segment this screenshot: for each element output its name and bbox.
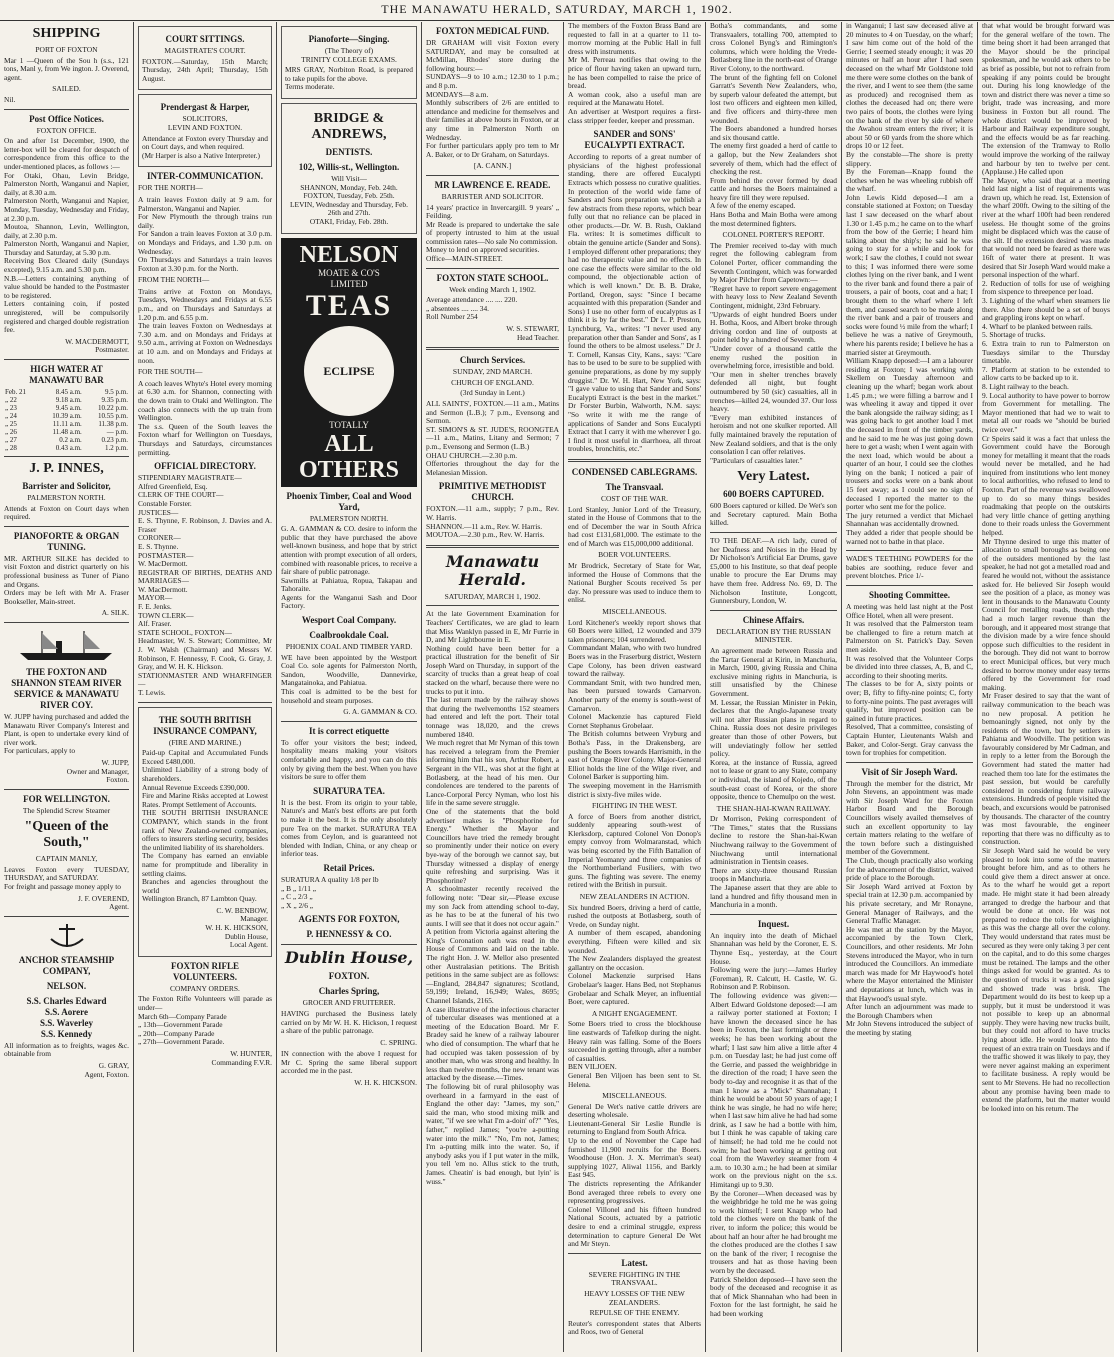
chinese-affairs-heading: Chinese Affairs. [742, 614, 805, 625]
wade-ad-text: WADE'S TEETHING POWDERS for the babies are soothing, reduce fever and prevent blotches. Price 1/- [846, 554, 975, 581]
high-water-row [4, 388, 129, 396]
phoenix-heading: Phoenix Timber, Coal and Wood Yard, [286, 490, 414, 512]
visit-heading: Visit of Sir Joseph Ward. [861, 766, 958, 777]
wellington-text: Leaves Foxton every TUESDAY, THURSDAY, and SATURDAY. For freight and passage money apply to [4, 864, 129, 892]
shipping-arrival: Mar 1 —Queen of the Sou h (s.s., 121 tons, Manl y, from We ington. J. Overend, agent. [4, 55, 131, 82]
dublin-heading: Dublin House, [284, 948, 414, 968]
innes-title: Barrister and Solicitor, [22, 481, 111, 491]
high-water-cell: 10.22 p.m. [98, 404, 128, 412]
boer-volunteers-heading: BOER VOLUNTEERS. [598, 550, 671, 560]
coal-signature: G. A. GAMMAN & CO. [343, 707, 417, 717]
bridge-text: Will Visit— SHANNON, Monday, Feb. 24th. FOXTON, Tuesday, Feb. 25th. LEVIN, Wednesday and Thursday, Feb. 26th and 27th. OTAKI, Friday, Feb. 28th. [290, 173, 408, 226]
transvaal-heading: The Transvaal. [605, 481, 664, 492]
inter-sub-south: FOR THE SOUTH— [138, 367, 203, 377]
official-heading: OFFICIAL DIRECTORY. [154, 461, 256, 472]
anchor-ships: S.S. Charles Edward S.S. Aorere S.S. Waverley S.S. Kennedy [26, 995, 107, 1039]
night-heading: A NIGHT ENGAGEMENT. [591, 1008, 678, 1018]
foxton-shannon-text: W. JUPP having purchased and added the Manawatu River Company's Interest and Plant, is open to undertake every kind of river work. For particulars, apply to [4, 711, 129, 756]
methodist-text: FOXTON.—11 a.m., supply; 7 p.m., Rev. W. Harris. SHANNON.—11 a.m., Rev. W. Harris. MOUTOA.—2.30 p.m., Rev. W. Harris. [426, 504, 559, 540]
post-office-heading: Post Office Notices. [29, 113, 104, 124]
reuter-text: Reuter's correspondent states that Alberts and Roos, two of General [568, 1318, 703, 1337]
prendergast-subheading: SOLICITORS, LEVIN AND FOXTON. [167, 114, 243, 132]
column-7 [842, 22, 978, 1352]
high-water-cell: „ 22 [5, 396, 17, 404]
innes-text: Attends at Foxton on Court days when required. [4, 503, 131, 522]
school-text: Average attendance .... .... 220. „ absentees .... .... 34. Roll Number 254 [426, 295, 518, 322]
high-water-cell: 9.45 a.m. [55, 404, 82, 412]
high-water-cell: 11.11 a.m. [52, 420, 82, 428]
agents-name: P. HENNESSY & CO. [306, 929, 392, 940]
boer-volunteers-text: Mr Brodrick, Secretary of State for War, informed the House of Commons that the National Burgher Scouts received 5s per day. No pressure was used to induce them to enlist. [568, 561, 703, 605]
fighting-heading: FIGHTING IN THE WEST. [592, 801, 677, 811]
nelson-teas: TEAS [305, 288, 393, 322]
foxton-shannon-heading: THE FOXTON AND SHANNON STEAM RIVER SERVICE & MANAWATU RIVER COY. [11, 666, 124, 710]
visit-continued-text: that what would be brought forward was for the general welfare of the town. The time being short it had been arranged that the Mayor should be the principal spokesman, and he would ask others to be as brief as possible, but not to refrain from speaking if any points could be brought out. During his long knowledge of the town and district there was never a time so bright, trade was increasing, and more business in Foxton but all round. The whole district would be improved by Harbour and Railway expenditure sought, and the effects would be as far reaching. The extension of the Tramway to Rollo would improve the working of the railway and harbour by ten to twelve per cent. (Applause.) He called upon The Mayor, who said that at a meeting held last night a list of requirements was drawn up, which he read. 1st, Extension of the wharf 200ft. Owing to the silting of the river at the wharf 100ft had been rendered useless. He thought some of the groins might be displaced which was the cause of the silt. If the extension desired was made that would not need be feared as there was 16ft of water there at present. It was desired that Sir Joseph Ward would make a personal inspection of the wharf. 2. Reduction of tolls for use of weighing from sixpence to threepence per load. 3. Lighting of the wharf when steamers lie there. Also there should be a set of buoys and grappling irons kept on wharf. 4. Wharf to be planked between rails. 5. Shortage of trucks. 6. Extra train to run to Palmerston on Tuesdays similar to the Thursday timetable. 7. Platform at station to be extended to allow carts to be backed up to it. 8. Light railway to the beach. 9. Local authority to have power to borrow from Government for metalling. The Mayor mentioned that had we to wait to metal all our roads we "should be buried twice over." Cr Speirs said it was a fact that unless the Government could have the Borough money for metalling it meant that the roads would never be metalled, and he had inquired from institutions who lent money to local authorities, who refused to lend to Foxton. Part of the revenue was swallowed up to do so many things besides roadmaking that people on the outskirts had very little chance of getting anything done to their roads unless the Government helped. Mr Thynne desired to urge this matter of allocation to small boroughs as being one of the outsiders mentioned by the last speaker, he had not got a metalled road and feared he would not, without the assistance asked for. He believed Sir Joseph would see the position of a place, as money was lent in thousands to the Manawatu County Council for metalling roads, though they had a much larger revenue than the borough, and it appeared most strange that the division made by a wire fence should oppose such difficulties to the resident in the borough. They did not want to borrow to erect Municipal offices, but very much desired to borrow money under easy terms offered by the Government for road making. Mr Fraser desired to say that the want of railway communication to the beach was no new proposal. A petition he bemoaningly signed, not only by the residents of the town, but by settlers in Pahiatua and Woodville. The petition was favourably considered by Mr Cadman, and in reply to a letter from the Borough the Government had stated the matter had reached them too late for the estimates the past session, but would be carefully considered in considering future railway extensions. Hundreds of people visited the beach, and excursions would be patronised by thousands. The character of the country was most favourable, the engineer reporting that there was no difficulty as to construction. Sir Joseph Ward said he would be very pleased to look into some of the matters brought before him, and as to others he could give them a direct answer at once. As to the wharf he would get a report made. He might state it had been already arranged to dredge the harbour and that would be done at once. He was not prepared to reduce the tolls for weighing as this was the charge all over the colony. They would understand that rates must be secured as they were only taking 3 per cent on the capital, and to do this some charges must be retained. The lamps and the other things asked for would be granted. As to the question of trucks it was a good sign and showed trade was brisk. The Department would do its best to keep up a supply, but it must be understood it was not possible to keep up an abnormal supply. They were having new trucks built, but they could not afford to have trucks lying about idle. He would look into the request of an extra train on Tuesdays and if the traffic showed it was likely to pay, they were never against making an experiment to facilitate business. A reply would be sent to Mr Stevens. He had no recollection about any promise having been made to extend the platform, but the matter would be looked into on his return. The [982, 22, 1110, 1113]
pianoforte-text: MRS GRAY, Norbiton Road, is prepared to take pupils for the above. Terms moderate. [285, 65, 413, 92]
rifle-text: The Foxton Rifle Volunteers will parade as under— March 6th—Company Parade „ 13th—Government Parade „ 20th—Company Parade „ 27th—Government Parade. [138, 994, 272, 1047]
inquest-text: An inquiry into the death of Michael Shannahan was held by the Coroner, E. S. Thynne Esq., yesterday, at the Court House. Following were the jury:—James Hurley (Foreman), R. Calcutt, H. Castle, W. G. Robinson and P. Robinson. The following evidence was given:—Albert Edward Goldstone deposed:—I am a railway porter stationed at Foxton; I have known the deceased since he has been in Foxton, the last fortnight or three weeks; he has been working about the wharf; I last saw him alive a little after 4 p.m. on Tuesday last; he had just come off the Gerrie, and passed the weighbridge in the direction of the road; I have seen the body to-day and recognise it as that of the man I know as a "Mick" Shannahan; I think he would be about 50 years of age; I think he was single, he had no wife here; when I last saw him alive he had had some drink, as I saw he had a bottle with him, but I think he was capable of taking care of himself; he had told me he could not swim; he had been working at getting out coal from the Waverley steamer from 4 a.m. to 10.30 a.m.; he had been at similar work on the previous night on the s.s. Himitangi up to 9.30. By the Coroner—When deceased was by the weighbridge he told me he was going to work himself; I sent Knapp who had told the clothes were on the bank of the river, to inform the police; this would be about half an hour after he had brought me the clothes produced are the clothes I saw on the bank of the river; I recognise the trousers and hat as those having been worn by the deceased. Patrick Sheldon deposed—I have seen the body of the deceased and recognise it as that of Mick Shannahan who had been in Foxton for the last fortnight, he said he had been working [710, 930, 837, 1318]
anchor-icon [37, 921, 97, 951]
declaration-text: An agreement made between Russia and the Tartar General at Kirin, in Manchuria, in March, 1900, giving Russia and China exclusive mining rights in Manchuria, is still unsatisfied by the Chinese Government. M. Lessar, the Russian Minister in Pekin, declares that the Anglo-Japanese treaty will not alter Russian plans in regard to China. Russia does not desire privileges greater than those of other Powers, but will undeviatingly follow her settled policy. Korea, at the instance of Russia, agreed not to lease or grant to any State, company or individual, the island of Kojedo, off the south-east coast of Korea, or the shore opposite, thence to Chemulpo on the west. [710, 646, 837, 802]
column-3 [277, 22, 422, 1352]
porter-report-heading: COLONEL PORTER'S REPORT. [722, 230, 825, 240]
anchor-place: NELSON. [46, 980, 87, 991]
inter-heading: INTER-COMMUNICATION. [146, 171, 264, 182]
bridge-address: 102, Willis-st., Wellington. [298, 161, 400, 172]
phoenix-place: PALMERSTON NORTH. [309, 513, 389, 523]
herald-date: SATURDAY, MARCH 1, 1902. [444, 591, 541, 601]
high-water-heading: HIGH WATER AT MANAWATU BAR [29, 364, 106, 385]
night-text: Some Boers tried to cross the blockhouse line eastwards of Tafelkop during the night. Heavy rain was falling. Some of the Boers succeeded in getting through, after a number of casualties. BEN VILJOEN. General Ben Viljoen has been sent to St. Helena. [568, 1019, 701, 1089]
medical-fund-text: DR GRAHAM will visit Foxton every SATURDAY, and may be consulted at McMillan, Rhodes' store during the following hours:— SUNDAYS—9 to 10 a.m.; 12.30 to 1 p.m.; and 8 p.m. MONDAYS—8 a.m. Monthly subscribers of 2/6 are entitled to attendance and medicine for themselves and their families at above hours in Foxton, or at any time in Palmerston North on Wednesday. For further particulars apply pro tem to Mr A. Baker, or to Dr Graham, on Saturdays. [426, 38, 559, 159]
anchor-text: All information as to freights, wages &c. obtainable from [4, 1040, 131, 1059]
steamer-icon [12, 627, 122, 663]
high-water-cell: „ 28 [5, 444, 17, 452]
pianoforte-heading: Pianoforte—Singing. [308, 34, 390, 44]
high-water-cell: 0.23 p.m. [101, 436, 128, 444]
latest-heading: Latest. [621, 1257, 648, 1268]
pianoforte-subheading: (The Theory of) TRINITY COLLEGE EXAMS. [301, 46, 397, 64]
post-office-subheading: FOXTON OFFICE. [36, 125, 97, 135]
nelson-limited: LIMITED [330, 278, 368, 289]
local-notes-text: The members of the Foxton Brass Band are requested to fall in at a quarter to 11 to-morrow morning at the Public Hall in full dress with instruments. Mr M. Perreau notifies that owing to the price of flour having taken an upward turn, he has been compelled to raise the price of bread. A woman cook, also a useful man are required at the Manawatu Hotel. An advertiser at Westport requires a first-class stripper feeder, keeper and pressman. [568, 22, 701, 125]
sailed-text: Nil. [4, 94, 16, 104]
inter-text-south: A coach leaves Whyte's Hotel every morning at 6.30 a.m. for Shannon, connecting with the down train to Otaki and Wellington. The coach also connects with the up train from Wellington. The s.s. Queen of the South leaves the Foxton wharf for Wellington on Tuesdays, Thursdays and Saturdays, circumstances permitting. [138, 378, 272, 457]
heavy-losses-heading: HEAVY LOSSES OF THE NEW ZEALANDERS. [584, 1288, 687, 1307]
cann-label: [A. CANN.] [473, 161, 512, 171]
shooting-text: A meeting was held last night at the Post Office Hotel, when all were present. It was resolved that the Palmerston team be challenged to fire a return match at Palmerston on St. Patrick's Day. Seven men aside. It was resolved that the Volunteer Corps be divided into three classes, A, B, and C, according to their shooting merits. The classes to be for A, sixty points or over; B, fifty to fifty-nine points; C, forty to forty-nine points. The past averages will qualify, but improved position can be gained in future practices. Resolved, That a committee, consisting of Captain Hunter, Lieutenants Walsh and Baker, and Color-Sergt. Gray canvass the town for trophies for competition. [846, 602, 973, 758]
high-water-cell: „ 23 [5, 404, 17, 412]
inquest-continued-text: in Wanganui; I last saw deceased alive at 20 minutes to 4 on Tuesday, on the wharf; I saw him come out of the hold of the Gerrie; I seemed steady enough; it was 20 minutes or half an hour after I had seen deceased on the wharf Mr Goldstone told me there were some clothes on the bank of the river, and I went to see them (the same as produced) and recognised them as clothes the deceased had on; there were two pairs of boots, the clothes were lying on the bank of the river by side of where the Awahou stream enters the river; it is about 50 or 60 yards from the shore which drops 10 or 12 feet. By the constable—The shore is pretty slippery. By the Foreman—Knapp found the clothes when he was wheeling rubbish off the wharf. John Lewis Kidd deposed—I am a constable stationed at Foxton; on Tuesday last I saw deceased on the wharf about 1.30 or 1.45 p.m.; he came on to the wharf from the bow of the Gerrie; I heard him talking about the ship's; he said he was going to stay for a while and look for work; I saw the clothes, I could not swear to this; I was informed there were some clothes lying on the river bank, and I went to the river bank and found there a pair of trousers, a pair of boots, coat and a hat; I brought them to the wharf where I left them, and caused search to be made along the river bank and a pair of trousers and socks were found ½ mile from the wharf; I believe he was a native of Greymouth, where his parents reside; I believe he has a married sister at Greymouth. William Knapp deposed:—I am a labourer residing at Foxton; I was working with Skellem on Tuesday afternoon and cleaning up the wharf; began work about 1.45 p.m.; we were filling a barrow and I was wheeling it away and tipped it over the bank alongside the railway siding; as I was going back to get another load I met the deceased in front of the timber yards, and he said to me he was just going down here to get a wash; when I went again with the next load, which would be about a quarter of an hour, I could see the clothes lying on the bank; I noticed a pair of trousers and socks were on a bank about 15 feet away; as I could see no sign of deceased I reported the matter to the porter who sent me for the police. The jury returned a verdict that Michael Shannahan was accidentally drowned. They added a rider that people should be warned not to bathe in that place. [846, 22, 973, 546]
prendergast-text: Attendance at Foxton every Thursday and on Court days, and when required. (Mr Harper is also a Native Interpreter.) [142, 133, 268, 160]
nz-action-heading: NEW ZEALANDERS IN ACTION. [579, 892, 690, 902]
church-date: SUNDAY, 2ND MARCH. [452, 367, 533, 377]
wellington-subheading: The Splendid Screw Steamer [22, 805, 111, 815]
high-water-cell: 11.38 p.m. [98, 420, 128, 428]
high-water-row [4, 420, 129, 428]
high-water-table [4, 388, 129, 452]
connection-text: IN connection with the above I request for Mr C. Spring the same liberal support accorded me in the past. [281, 1049, 419, 1076]
innes-name: J. P. INNES, [29, 461, 104, 476]
fighting-text: A force of Boers from another district, suddenly appearing south-west of Klerksdorp, captured Colonel Von Donop's empty convoy from Wolmaranstad, which was being escorted by the Fifth Battalion of Imperial Yeomanry and three companies of the Northumberland Fusiliers, with two guns. The fighting was severe. The enemy retired with the British in pursuit. [568, 811, 703, 890]
column-4 [422, 22, 564, 1352]
innes-place: PALMERSTON NORTH. [27, 493, 106, 502]
nelson-totally: TOTALLY [329, 419, 369, 430]
misc-heading: MISCELLANEOUS. [602, 607, 667, 617]
nelson-all-others: ALL OTHERS [298, 430, 400, 483]
high-water-cell: 0.2 a.m. [59, 436, 82, 444]
coal-text: WE have been appointed by the Westport Coal Co. sole agents for Palmerston North, Sandon, Woodville, Dannevirke, Mangatainoka, and Pahiatua. This coal is admitted to be the best for household and steam purposes. [281, 652, 417, 705]
masthead: THE MANAWATU HERALD, SATURDAY, MARCH 1, 1902. [0, 2, 1114, 21]
wesport-heading: Wesport Coal Company. [301, 615, 397, 626]
high-water-cell: 1.2 p.m. [105, 444, 128, 452]
etiquette-text: To offer your visitors the best; indeed, hospitality means making your visitors comfortable and happy, and you can do this only by giving them the best. When you have visitors be sure to offer them [281, 737, 419, 782]
dublin-name: Charles Spring, [318, 986, 380, 997]
sbi-text: Paid-up Capital and Accumulated Funds Exceed £480,000. Unlimited Liability of a strong body of shareholders. Annual Revenue Exceeds £390,000. Fire and Marine Risks accepted at Lowest Rates. Prompt Settlement of Accounts. THE SOUTH BRITISH INSURANCE COMPANY, which stands in the front rank of New Zealand-owned companies, offers to insurers sterling security, besides the unlimited liability of its shareholders. The Company has earned an enviable name for promptitude and liberality in settling claims. Branches and agencies throughout the world Wellington Branch, 87 Lambton Quay. [142, 748, 268, 904]
dublin-text: HAVING purchased the Business lately carried on by Mr W. H. K. Hickson, I request a share of the public patronage. [281, 1008, 419, 1036]
nelson-company: MOATE & CO'S [318, 267, 380, 278]
church-text: ALL SAINTS', FOXTON.—11 a.m., Matins and Sermon (L.B.); 7 p.m., Evensong and Sermon. ST. SIMON'S & ST. JUDE'S, ROONGTEA—11 a.m., Matins, Litany and Sermon; 7 p.m., Evensong and Sermon (L.B.) OHAU CHURCH.—2.30 p.m. Offertories throughout the day for the Melanesian Mission. [426, 399, 559, 477]
high-water-cell: „ 25 [5, 420, 17, 428]
bridge-heading: BRIDGE & ANDREWS, [311, 110, 387, 142]
column-5 [564, 22, 706, 1352]
nelson-title: NELSON [299, 241, 399, 268]
rifle-heading: FOXTON RIFLE VOLUNTEERS. [170, 960, 242, 982]
court-heading: COURT SITTINGS. [165, 34, 245, 44]
column-2 [134, 22, 277, 1352]
inter-sub-from-north: FROM THE NORTH— [138, 275, 210, 285]
anchor-heading: ANCHOR STEAMSHIP COMPANY, [18, 954, 117, 976]
bridge-subheading: DENTISTS. [325, 146, 373, 157]
high-water-cell: Feb. 21 [5, 388, 26, 396]
high-water-row [4, 412, 129, 420]
rifle-signature: W. HUNTER, Commanding F.V.R. [211, 1049, 272, 1067]
church-subheading: CHURCH OF ENGLAND. [451, 377, 534, 387]
high-water-cell: 11.48 a.m. [52, 428, 82, 436]
retail-text: SURATURA A quality 1/8 per lb „ B „ 1/11 „ „ C „ 2/3 „ „ X „ 2/6 „ [281, 874, 379, 910]
high-water-cell: 10.55 p.m. [98, 412, 128, 420]
railway-heading: THE SHAN-HAI-KWAN RAILWAY. [716, 803, 831, 813]
cost-text: Lord Stanley, Junior Lord of the Treasury, stated in the House of Commons that to the end of December the war in South Africa had cost £131,681,000. The estimate to the end of March was £15,000,000 additional. [568, 504, 703, 548]
official-text: STIPENDIARY MAGISTRATE— Alfred Greenfield, Esq. CLERK OF THE COURT— Constable Forster. JUSTICES— E. S. Thynne, F. Robinson, J. Davies and A. Fraser CORONER— E. S. Thynne. POSTMASTER— W. MacDermott. REGISTRAR OF BIRTHS, DEATHS AND MARRIAGES— W. MacDermott. MAYOR— F. E. Jenks. TOWN CLERK— Alf. Fraser. STATE SCHOOL, FOXTON— Headmaster, W. S. Stewart; Committee, Mr J. W. Walsh (Chairman) and Messrs W. Robinson, F. Hennessy, F. Cook, G. Gray, J. Gray, and W. H. K. Hickson. STATIONMASTER AND WHARFINGER— T. Lewis. [138, 473, 272, 697]
porter-report-text: The Premier received to-day with much regret the following cablegram from Colonel Porter, officer commanding the Seventh Contingent, which was forwarded by Major Pilcher from Capetown:— "Regret have to report severe engagement with heavy loss to New Zealand Seventh Contingent, midnight, 23rd February. "Upwards of eight hundred Boers under H. Botha, Koos, and Albert broke through driving cordon and line of outposts at point held by a hundred of Seventh. "Under cover of a thousand cattle the enemy rushed the position in overwhelming force, irresistible and bold. "Our men in shelter trenches bravely defended all night, but fought outnumbered by 50 (sic) casualties, all in trenches—killed 24, wounded 37. Our loss heavy. "Every man exhibited instances of heroism and not one skulker reported. All fully maintained bravely the reputation of New Zealand soldiers, and that is the only consolation I can offer relatives. "Particulars of casualties later." [710, 240, 837, 465]
connection-signature: W. H. K. HICKSON. [354, 1078, 417, 1088]
nelson-eclipse-badge [304, 326, 394, 416]
transvaal-continued-text: Botha's commandants, and some Transvaalers, totalling 700, attempted to cross Colonel Byng's and Rimington's columns, which were holding the Vrede-Botlasberg line in the north-east of Orange River Colony, to the northward. The brunt of the fighting fell on Colonel Garratt's Seventh New Zealanders, who, by superb valour defeated the attempt, but lost two officers and eighteen men killed, and five officers and thirty-three men wounded. The Boers abandoned a hundred horses and six thousand cattle. The enemy first goaded a herd of cattle to a gallop, but the New Zealanders shot severely of them, which had the effect of checking the rest. From behind the cover formed by dead cattle and horses the Boers maintained a heavy fire till they were repulsed. A few of the enemy escaped. Hans Botha and Main Botha were among the most determined fighters. [710, 22, 837, 228]
suratura-heading: SURATURA TEA. [313, 785, 385, 796]
piano-tuning-signature: A. SILK. [101, 608, 129, 618]
nelson-eclipse-text: ECLIPSE [323, 363, 375, 378]
inter-sub-north: FOR THE NORTH— [138, 183, 203, 193]
sbi-heading: THE SOUTH BRITISH INSURANCE COMPANY, [153, 714, 257, 736]
church-subheading-2: (3rd Sunday in Lent.) [460, 388, 525, 398]
school-signature: W. S. STEWART, Head Teacher. [506, 324, 559, 342]
court-subheading: MAGISTRATE'S COURT. [164, 46, 246, 55]
repulse-heading: REPULSE OF THE ENEMY. [589, 1308, 680, 1318]
deaf-ad-text: TO THE DEAF.—A rich lady, cured of her Deafness and Noises in the Head by Dr Nicholson's Artificial Ear Drums, gave £5,000 to his Institute, so that deaf people unable to procure the Ear Drums may have them free. Address No. 69, D. The Nicholson Institute, Longcott, Gunnersbury, London, W. [710, 536, 839, 606]
sbi-signature: C. W. BENBOW, Manager. W. H. K. HICKSON, Dublin House, Local Agent. [205, 905, 268, 950]
shipping-subheading: PORT OF FOXTON [35, 45, 98, 54]
wellington-captain: CAPTAIN MANLY, [35, 854, 98, 864]
herald-text: At the late Government Examination for Teachers' Certificates, we are glad to learn that Miss Wanklyn passed in E, Mr Furrie in D, and Mr Lightbourne in E. Nothing could have been better for a practical illustration for the benefit of Sir Joseph Ward on Thursday, in support of the scarcity of trucks than a great heap of coal stacked on the wharf, because there were no trucks to put it into. The last return made by the railway shows that during the twelvemonths 152 steamers had entered and left the port. Their total tonnage was 18,020, and the crews numbered 1840. We much regret that Mr Nyman of this town has received a telegram from the Premier informing him that his son, Arthur Robert, a Sergeant in the VII., was shot at the fight at Botlasberg, at the head of his men. Our condolences are tendered to the parents of Lance-Corporal Percy Nyman, who lost his life in the same severe struggle. One of the statements that the bold advertiser makes is "Phosphorine for Energy." Whether the Mayor and Councillors have tried the remedy brought so prominently under their notice on every bye-way of the borough we cannot say, but Thursday witnessed a display of energy quite refreshing and surprising. Was it Phosphorine? A schoolmaster recently received the following note: "Dear sir,—Please excuse my son Jack from attending school to-day, as he has to be at the funeral of his two aunts. I will see that it does not occur again." A petition from Victoria against altering the King's Coronation oath was read in the House of Commons and laid on the table. The right Hon. J. W. Mellor also presented other Australasian petitions. The British petitions in the same subject are as follows:—England, 284,847 signatures; Scotland, 59,199; Ireland, 16,949; Wales, 8695; Channel Islands, 2165. A case illustrative of the infectious character of tubercular diseases was mentioned at a meeting of the Education Board. Mr F. Bradey said he knew of a railway labourer who died of consumption. The wharf that he had occupied was taken possession of by another man, who was strong and healthy. In less than twelve months, the new tenant was attacked by the disease.—Times. The following bit of rural philosophy was overheard in a farmyard in the east of England the other day: "James, my son," said the man, who stood mixing milk and water, "if we see what I'm a-doin' of?" "Yes, father," replied James; "you're a-putting water into the milk." "No, I'm not, James; I'm a-putting milk into the water. So, if anybody asks you if I put water in the milk, you tell 'em no. Allus stick to the truth, James. Cheatin' is bad enough, but lyin' is wuss." [426, 609, 559, 1186]
dublin-signature: C. SPRING. [380, 1037, 417, 1047]
high-water-row [4, 444, 129, 452]
declaration-heading: DECLARATION BY THE RUSSIAN MINISTER. [716, 626, 833, 645]
retail-heading: Retail Prices. [323, 862, 375, 873]
sander-text: According to reports of a great number of physicians of the highest professional standing, there are offered Eucalypti Extracts which possess no curative qualities. In protection of the world wide fame of Sanders and Sons preparation we publish a few abstracts from these reports, which bear fully out that no reliance can be placed in other products.—Dr. W. B. Rush, Oakland Fla. writes: It is sometimes difficult to obtain the genuine article (Sander and Sons). I employed different other preparations; they had no therapeutic value and no effects. In one case the effects were similar to the old compound, the objectionable action of which is well known." Dr. B. B. Drake, Portland, Oregon, says: "Since I became acquainted with this preparation (Sander and Sons) I use no other form of eucalyptus as I think it is by far the best." Dr L. P. Preston, Lynchburg, Va., writes: "I never used any preparation other than Sander and Sons', as I found the others to be almost useless." Dr J. T. Cornell, Kansas City, Kans., says: "Care has to be used to be sure to be supplied with genuine preparations, as done by my supply druggist." Dr. W. H. Hart, New York, says: "I gave value to using that Sander and Sons' Eucalypti Extract is the best in the market." Dr Forster Burbin, Walworth, N.M. says: "So write it with me the range of applications of Sander and Sons Eucalypti Extract that I carry it with me wherever I go. I find it most useful in diarrhoea, all throat troubles, bronchitis, etc." [568, 152, 703, 454]
methodist-heading: PRIMITIVE METHODIST CHURCH. [438, 481, 549, 503]
agents-heading: AGENTS FOR FOXTON, [298, 914, 400, 925]
inter-text-from-north: Trains arrive at Foxton on Mondays, Tuesdays, Wednesdays and Fridays at 6.55 p.m., and on Thursdays and Saturdays at 1.20 p.m. and 6.55 p.m. The train leaves Foxton on Wednesdays at 7.30 a.m. and on Mondays and Fridays at 9.50 a.m., arriving at Foxton on Wednesdays at 10 a.m. and on Mondays and Fridays at noon. [138, 286, 272, 365]
wellington-ship-name: "Queen of the South," [24, 819, 112, 851]
post-office-signature: W. MACDERMOTT, Postmaster. [65, 336, 129, 355]
wellington-heading: FOR WELLINGTON. [23, 793, 110, 804]
high-water-cell: „ 26 [5, 428, 17, 436]
nz-action-text: Six hundred Boers, driving a herd of cattle, rushed the outposts at Botlasberg, south of Vrede, on Sunday night. A number of them escaped, abandoning everything. Fifteen were killed and six wounded. The New Zealanders displayed the greatest gallantry on the occasion. Colonel Mackenzie surprised Hans Grobelaar's laager. Hans Bed, not Stephanus Grobelaar and Schalk Meyer, an influential Boer, were captured. [568, 902, 701, 1007]
high-water-cell: 8.45 a.m. [55, 388, 82, 396]
misc2-text: General De Wet's native cattle drivers are deserting wholesale. Lieutenant-General Sir Leslie Rundle is returning to England from South Africa. Up to the end of November the Cape had furnished 11,900 recruits for the Boers. Woodhouse (Hon. J. X. Merriman's seat) supplying 1027, Aliwal 1156, and Barkly East 945. The districts representing the Afrikander Bond averaged three rebels to every one representing progressives. Colonel Villonel and his fifteen hundred National Scouts, actuated by a patriotic desire to end a criminal struggle, express determination to capture General De Wet and Mr Steyn. [568, 1101, 701, 1249]
reade-heading: MR LAWRENCE E. READE. [434, 179, 551, 190]
shipping-heading: SHIPPING [32, 26, 101, 41]
wellington-signature: J. F. OVEREND, Agent. [78, 893, 129, 912]
inter-text-north: A train leaves Foxton daily at 9 a.m. for Palmerston, Wanganui and Napier. For New Plymouth the through trains run daily. For Sandon a train leaves Foxton at 3.0 p.m. on Mondays and Fridays, and 1.30 p.m. on Wednesday. On Thursdays and Saturdays a train leaves Foxton at 3.30 p.m. for the North. [138, 194, 272, 273]
school-subheading: Week ending March 1, 1902. [449, 284, 536, 294]
piano-tuning-heading: PIANOFORTE & ORGAN TUNING. [13, 530, 122, 552]
very-latest-heading: Very Latest. [737, 469, 810, 485]
high-water-cell: 9.5 p.m. [105, 388, 128, 396]
coalbrookdale-heading: Coalbrookdale Coal. [309, 630, 389, 641]
high-water-cell: 0.43 a.m. [55, 444, 82, 452]
church-heading: Church Services. [459, 355, 526, 366]
suratura-text: It is the best. From its origin to your table, Nature's and Man's best efforts are put forth to make it the best. It is the only absolutely pure Tea on the market. SURATURA TEA comes from Ceylon, and is guaranteed not blended with Indian, China, or any cheap or inferior teas. [281, 797, 419, 859]
high-water-row [4, 436, 129, 444]
phoenix-text: G. A. GAMMAN & CO. desire to inform the public that they have purchased the above well-known business, and hope that by strict attention with prompt execution of all orders, combined with reasonable prices, to receive a fair share of public patronage. Sawmills at Pahiatua, Ropua, Takapau and Tahoraite. Agents for the Wanganui Sash and Door Factory. [281, 524, 417, 611]
rifle-subheading: COMPANY ORDERS. [170, 983, 240, 993]
high-water-row [4, 404, 129, 412]
high-water-cell: — p.m. [106, 428, 128, 436]
sailed-label: SAILED. [52, 84, 81, 94]
dublin-trade: GROCER AND FRUITERER. [302, 998, 396, 1008]
court-text: FOXTON.—Saturday, 15th March; Thursday, 24th April; Thursday, 15th August. [142, 56, 270, 83]
coal-subheading: PHOENIX COAL AND TIMBER YARD. [285, 642, 413, 652]
severe-heading: SEVERE FIGHTING IN THE TRANSVAAL. [588, 1269, 683, 1288]
column-1 [0, 22, 134, 1352]
sbi-subheading: (FIRE AND MARINE.) [168, 737, 242, 747]
school-heading: FOXTON STATE SCHOOL. [436, 272, 549, 283]
misc-text: Lord Kitchener's weekly report shows that 60 Boers were killed, 12 wounded and 379 taken prisoners; 104 surrendered. Commandant Malan, who with two hundred Boers was in the Fraserburg district, Western Cape Colony, has been driven eastward toward the railway. Commandant Smit, with two hundred men, has been pursued towards Carnarvon. Another party of the enemy is south-west of Carnarvon. Colonel Mackenzie has captured Field Cornet Stephanus Grobelaar. The British columns between Vryburg and Botha's Pass, in the Drakensberg, are pushing the Boers towards Harrismith, in the east of Orange River Colony. Major-General Elliot holds the line of the Wilge river, and Colonel Barker is supporting him. The sweeping movement in the Harrismith district is sixty-five miles wide. [568, 617, 701, 799]
railway-text: Dr Morrison, Peking correspondent of "The Times," states that the Russians decline to restore the Shan-hai-Kwan Niuchwang railway to the Government of Niuchwang until international administration in Tientsin ceases. There are sixty-three thousand Russian troops in Manchuria. The Japanese assert that they are able to land a hundred and fifty thousand men in Manchuria in a month. [710, 814, 837, 910]
high-water-cell: „ 24 [5, 412, 17, 420]
boers-captured-text: 600 Boers captured or killed. De Wet's son and Secretary captured. Main Botha killed. [710, 501, 839, 528]
piano-tuning-text: MR. ARTHUR SILKE has decided to visit Foxton and district quarterly on his professional business as Tuner of Piano and Organs. Orders may be left with Mr A. Fraser Bookseller, Main-street. [4, 553, 129, 606]
medical-fund-heading: FOXTON MEDICAL FUND. [435, 26, 550, 36]
high-water-cell: 10.39 a.m. [52, 412, 82, 420]
shooting-heading: Shooting Committee. [869, 590, 950, 600]
post-office-text: On and after 1st December, 1900, the letter-box will be cleared for despatch of correspondence from this office to the under-mentioned places, as follows :— For Otaki, Ohau, Levin Bridge, Palmerston North, Wanganui and Napier, daily, at 8.30 a.m. Palmerston North, Wanganui and Napier, Monday, Tuesday, Wednesday and Friday, at 2.30 p.m. Moutoa, Shannon, Levin, Wellington, daily, at 2.30 p.m. Palmerston North, Wanganui and Napier, Thursday and Saturday, at 5.30 p.m. Receiving Box Cleared daily (Sundays excepted), 9.15 a.m. and 5.30 p.m. N.B.—Letters containing anything of value should be handed to the Postmaster to be registered. Letters containing coin, if posted unregistered, will be compulsorily registered and charged double registration fee. [4, 136, 129, 335]
nelson-teas-ad [281, 238, 417, 487]
high-water-row [4, 396, 129, 404]
reade-text: 14 years' practice in Invercargill. 9 years' „ Feilding. Mr Reade is prepared to undertake the sale of property intrusted to him at the usual commission rates—No sale No commission. Money to lend on approved securities. Office—MAIN-STREET. [426, 202, 559, 264]
column-8 [978, 22, 1114, 1352]
boers-captured-heading: 600 BOERS CAPTURED. [723, 489, 824, 500]
dublin-place: FOXTON. [328, 971, 370, 982]
foxton-shannon-signature: W. JUPP, Owner and Manager, Foxton. [66, 757, 129, 785]
high-water-cell: 9.35 p.m. [101, 396, 128, 404]
column-6 [706, 22, 842, 1352]
cost-heading: COST OF THE WAR. [600, 493, 669, 503]
cablegrams-heading: CONDENSED CABLEGRAMS. [571, 466, 698, 477]
prendergast-heading: Prendergast & Harper, [160, 102, 250, 113]
visit-text: Through the member for the district, Mr John Stevens, an appointment was made with Sir Joseph Ward for the Foxton Harbor Board and the Borough Councillors wisely availed themselves of such an excellent opportunity to lay certain matters relating to the welfare of the town before such a distinguished member of the Government. The Club, though practically also working for the advancement of the district, waived pride of place to the Borough. Sir Joseph Ward arrived at Foxton by special train at 12.30 p.m. accompanied by his private secretary, and Mr Ronayne, General Manager of Railways, and the General Traffic Manager. He was met at the station by the Mayor, accompanied by the Town Clerk, Councillors, and other residents. Mr John Stevens introduced the Mayor, who in turn introduced the Councillors. An immediate march was made for Mr Haywood's hotel where the Mayor entertained the Minister and deputations at lunch, which was in that Haywood's usual style. After lunch an adjournment was made to the Borough Chambers when Mr John Stevens introduced the subject of the meeting by stating [846, 778, 973, 1037]
herald-title: Manawatu Herald. [445, 551, 540, 589]
sander-heading: SANDER and SONS' EUCALYPTI EXTRACT. [584, 129, 685, 151]
misc2-heading: MISCELLANEOUS. [602, 1091, 667, 1101]
etiquette-heading: It is correct etiquette [308, 725, 390, 736]
inquest-heading: Inquest. [757, 918, 790, 929]
high-water-cell: 9.18 a.m. [55, 396, 82, 404]
reade-subheading: BARRISTER AND SOLICITOR. [441, 191, 544, 201]
anchor-signature: G. GRAY, Agent, Foxton. [84, 1061, 129, 1079]
high-water-cell: „ 27 [5, 436, 17, 444]
high-water-row [4, 428, 129, 436]
